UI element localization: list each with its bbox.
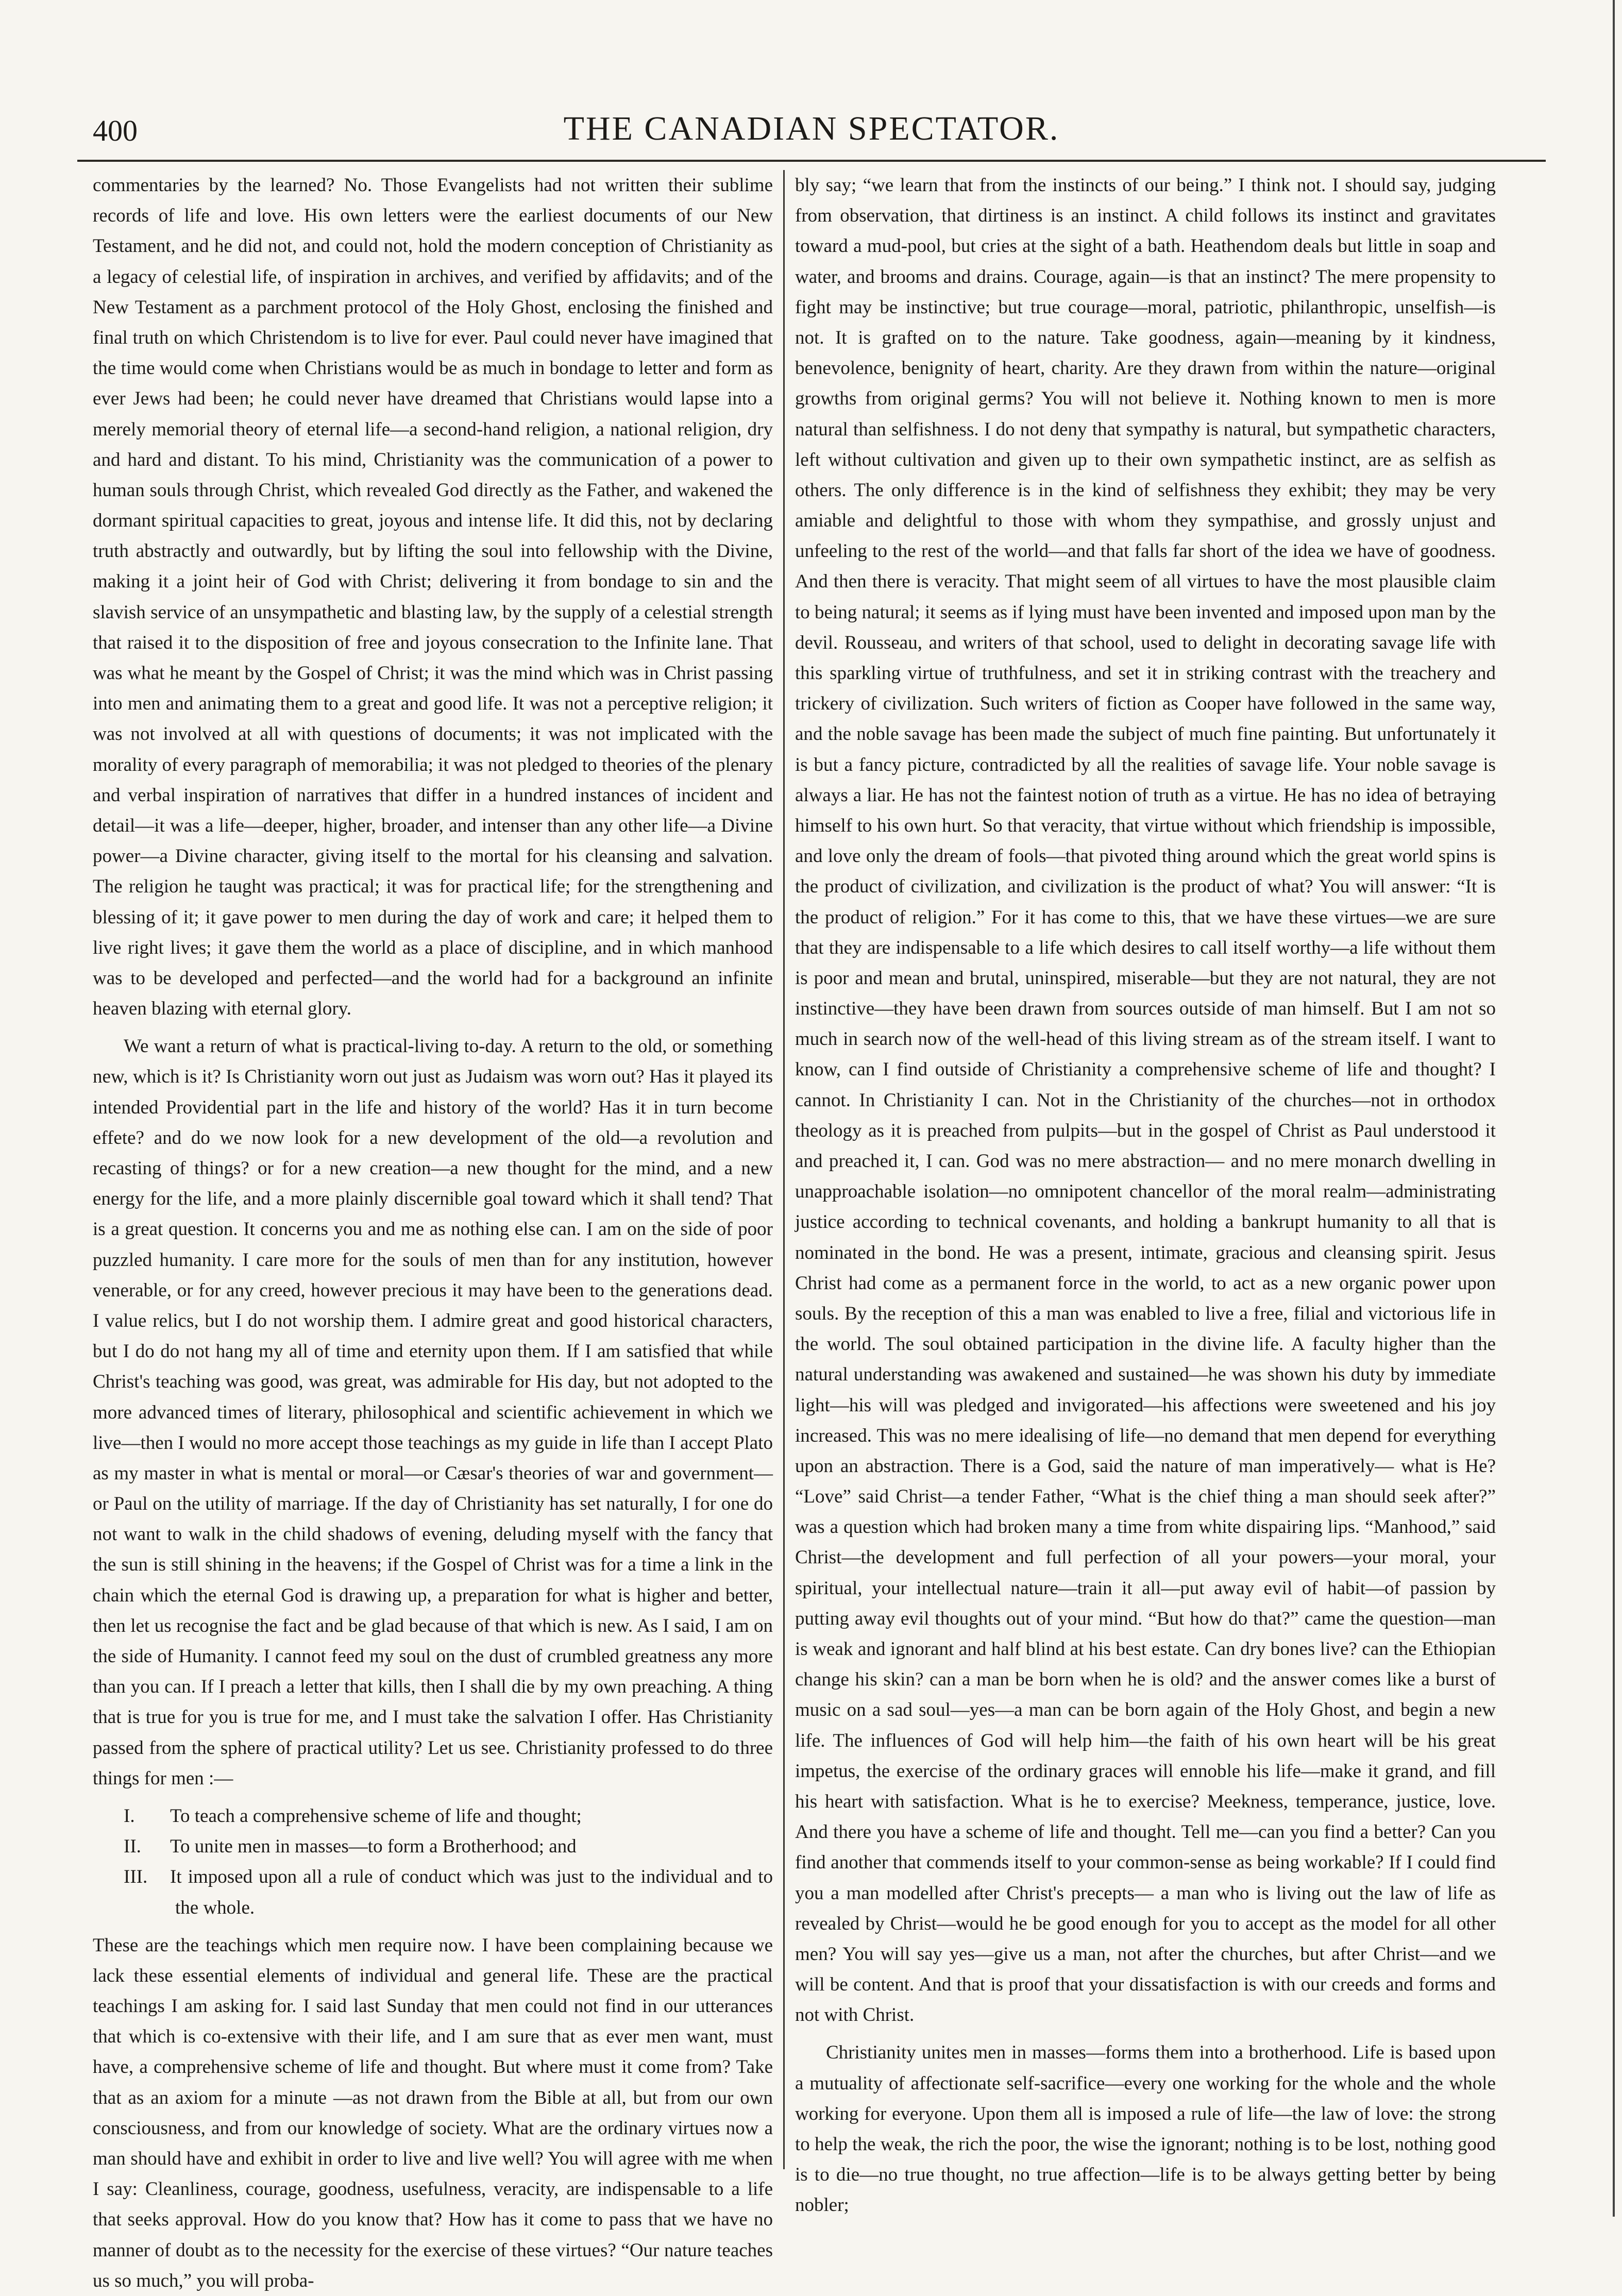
newspaper-page (77, 67, 1546, 2291)
page-edge-rule (1613, 0, 1615, 2217)
left-paragraph-3: These are the teachings which men require now. I have been complaining because we lack these essential elements of individual and general life. These are the practical teachings I am asking for. I said last Sunday that men could not find in our utterances that which is co-extensive with their life, and I am sure that as ever men want, must have, a comprehensive scheme of life and thought. But where must it come from? Take that as an axiom for a minute —as not drawn from the Bible at all, but from our own consciousness, and from our knowledge of society. What are the ordinary virtues now a man should have and exhibit in order to live and live well? You will agree with me when I say: Cleanliness, courage, goodness, usefulness, veracity, are indispensable to a life that seeks approval. How do you know that? How has it come to pass that we have no manner of doubt as to the necessity for the exercise of these virtues? “Our nature teaches us so much,” you will proba- (93, 1934, 773, 2291)
right-column (795, 170, 1496, 2216)
left-column (93, 170, 773, 2291)
right-paragraph-1: bly say; “we learn that from the instincts of our being.” I think not. I should say, judging from observation, that dirtiness is an instinct. A child follows its instinct and gravitates toward a mud-pool, but cries at the sight of a bath. Heathendom deals but little in soap and water, and brooms and drains. Courage, again—is that an instinct? The mere propensity to fight may be instinctive; but true courage—moral, patriotic, philanthropic, unselfish—is not. It is grafted on to the nature. Take goodness, again—meaning by it kindness, benevolence, benignity of heart, charity. Are they drawn from within the nature—original growths from original germs? You will not believe it. Nothing known to men is more natural than selfishness. I do not deny that sympathy is natural, but sympathetic characters, left without cultivation and given up to their own sympathetic instinct, are as selfish as others. The only difference is in the kind of selfishness they exhibit; they may be very amiable and delightful to those with whom they sympathise, and grossly unjust and unfeeling to the rest of the world—and that falls far short of the idea we have of goodness. And then there is veracity. That might seem of all virtues to have the most plausible claim to being natural; it seems as if lying must have been invented and imposed upon man by the devil. Rousseau, and writers of that school, used to delight in decorating savage life with this sparkling virtue of truthfulness, and set it in striking contrast with the treachery and trickery of civilization. Such writers of fiction as Cooper have followed in the same way, and the noble savage has been made the subject of much fine painting. But unfortunately it is but a fancy picture, contradicted by all the realities of savage life. Your noble savage is always a liar. He has not the faintest notion of truth as a virtue. He has no idea of betraying himself to his own hurt. So that veracity, that virtue without which friendship is impossible, and love only the dream of fools—that pivoted thing around which the great world spins is the product of civilization, and civilization is the product of what? You will answer: “It is the product of religion.” For it has come to this, that we have these virtues—we are sure that they are indispensable to a life which desires to call itself worthy—a life without them is poor and mean and brutal, uninspired, miserable—but they are not natural, they are not instinctive—they have been drawn from sources outside of man himself. But I am not so much in search now of the well-head of this living stream as of the stream itself. I want to know, can I find outside of Christianity a comprehensive scheme of life and thought? I cannot. In Christianity I can. Not in the Christianity of the churches—not in orthodox theology as it is preached from pulpits—but in the gospel of Christ as Paul understood it and preached it, I can. God was no mere abstraction— and no mere monarch dwelling in unapproachable isolation—no omnipotent chancellor of the moral realm—administrating justice according to technical covenants, and holding a bankrupt humanity to all that is nominated in the bond. He was a present, intimate, gracious and cleansing spirit. Jesus Christ had come as a permanent force in the world, to act as a new organic power upon souls. By the reception of this a man was enabled to live a free, filial and victorious life in the world. The soul obtained participation in the divine life. A faculty higher than the natural understanding was awakened and sustained—he was shown his duty by immediate light—his will was pledged and invigorated—his affections were sweetened and his joy increased. This was no mere idealising of life—no demand that men depend for everything upon an abstraction. There is a God, said the nature of man imperatively— what is He? “Love” said Christ—a tender Father, “What is the chief thing a man should seek after?” was a question which had broken many a time from white dispairing lips. “Manhood,” said Christ—the development and full perfection of all your powers—your moral, your spiritual, your intellectual nature—train it all—put away evil of habit—of passion by putting away evil thoughts out of your mind. “But how do that?” came the question—man is weak and ignorant and half blind at his best estate. Can dry bones live? can the Ethiopian change his skin? can a man be born when he is old? and the answer comes like a burst of music on a sad soul—yes—a man can be born again of the Holy Ghost, and begin a new life. The influences of God will help him—the faith of his own heart will be his great impetus, the exercise of the ordinary graces will ennoble his life—make it grand, and fill his heart with satisfaction. What is he to exercise? Meekness, temperance, justice, love. And there you have a scheme of life and thought. Tell me—can you find a better? Can you find another that commends itself to your common-sense as being workable? If I could find you a man modelled after Christ's precepts— a man who is living out the law of life as revealed by Christ—would he be good enough for you to accept as the model for all other men? You will say yes—give us a man, not after the churches, but after Christ—and we will be content. And that is proof that your dissatisfaction is with our creeds and forms and not with Christ. (795, 175, 1496, 2026)
list-item (124, 1862, 773, 1922)
list-item-text: To unite men in masses—to form a Brotherhood; and (170, 1836, 577, 1858)
list-item-number: I. (124, 1805, 135, 1827)
running-title: THE CANADIAN SPECTATOR. (563, 110, 1060, 147)
numbered-list (93, 1801, 773, 1923)
left-paragraph-1: commentaries by the learned? No. Those Evangelists had not written their sublime records of life and love. His own letters were the earliest documents of our New Testament, and he did not, and could not, hold the modern conception of Christianity as a legacy of celestial life, of inspiration in archives, and verified by affidavits; and of the New Testament as a parchment protocol of the Holy Ghost, enclosing the finished and final truth on which Christendom is to live for ever. Paul could never have imagined that the time would come when Christians would be as much in bondage to letter and form as ever Jews had been; he could never have dreamed that Christians would lapse into a merely memorial theory of eternal life—a second-hand religion, a national religion, dry and hard and distant. To his mind, Christianity was the communication of a power to human souls through Christ, which revealed God directly as the Father, and wakened the dormant spiritual capacities to great, joyous and intense life. It did this, not by declaring truth abstractly and outwardly, but by lifting the soul into fellowship with the Divine, making it a joint heir of God with Christ; delivering it from bondage to sin and the slavish service of an unsympathetic and blasting law, by the supply of a celestial strength that raised it to the disposition of free and joyous consecration to the Infinite lane. That was what he meant by the Gospel of Christ; it was the mind which was in Christ passing into men and animating them to a great and good life. It was not a perceptive religion; it was not involved at all with questions of documents; it was not implicated with the morality of every paragraph of memorabilia; it was not pledged to theories of the plenary and verbal inspiration of narratives that differ in a hundred instances of incident and detail—it was a life—deeper, higher, broader, and intenser than any other life—a Divine power—a Divine character, giving itself to the mortal for his cleansing and salvation. The religion he taught was practical; it was for practical life; for the strengthening and blessing of it; it gave power to men during the day of work and care; it helped them to live right lives; it gave them the world as a place of discipline, and in which manhood was to be developed and perfected—and the world had for a background an infinite heaven blazing with eternal glory. (93, 175, 773, 1020)
list-item-number: II. (124, 1836, 141, 1858)
list-item-text: It imposed upon all a rule of conduct which was just to the individual and to the whole. (170, 1866, 773, 1918)
column-divider (783, 170, 785, 2169)
list-item-number: III. (124, 1866, 148, 1888)
right-paragraph-2: Christianity unites men in masses—forms them into a brotherhood. Life is based upon a mutuality of affectionate self-sacrifice—every one working for the whole and the whole working for everyone. Upon them all is imposed a rule of life—the law of love: the strong to help the weak, the rich the poor, the wise the ignorant; nothing is to be lost, nothing good is to die—no true thought, no true affection—life is to be always getting better by being nobler; (795, 2042, 1496, 2216)
page-number: 400 (93, 114, 138, 147)
list-item (124, 1801, 773, 1831)
list-item-text: To teach a comprehensive scheme of life and thought; (170, 1805, 582, 1827)
list-item (124, 1831, 773, 1862)
left-paragraph-2: We want a return of what is practical-living to-day. A return to the old, or something new, which is it? Is Christianity worn out just as Judaism was worn out? Has it played its intended Providential part in the life and history of the world? Has it in turn become effete? and do we now look for a new development of the old—a revolution and recasting of things? or for a new creation—a new thought for the mind, and a new energy for the life, and a more plainly discernible goal toward which it shall tend? That is a great question. It concerns you and me as nothing else can. I am on the side of poor puzzled humanity. I care more for the souls of men than for any institution, however venerable, or for any creed, however precious it may have been to the generations dead. I value relics, but I do not worship them. I admire great and good historical characters, but I do do not hang my all of time and eternity upon them. If I am satisfied that while Christ's teaching was good, was great, was admirable for His day, but not adopted to the more advanced times of literary, philosophical and scientific achievement in which we live—then I would no more accept those teachings as my guide in life than I accept Plato as my master in what is mental or moral—or Cæsar's theories of war and government—or Paul on the utility of marriage. If the day of Christianity has set naturally, I for one do not want to walk in the child shadows of evening, deluding myself with the fancy that the sun is still shining in the heavens; if the Gospel of Christ was for a time a link in the chain which the eternal God is drawing up, a preparation for what is higher and better, then let us recognise the fact and be glad because of that which is new. As I said, I am on the side of Humanity. I cannot feed my soul on the dust of crumbled greatness any more than you can. If I preach a letter that kills, then I shall die by my own preaching. A thing that is true for you is true for me, and I must take the salvation I offer. Has Christianity passed from the sphere of practical utility? Let us see. Christianity professed to do three things for men :— (93, 1036, 773, 1789)
page-header (77, 98, 1546, 162)
